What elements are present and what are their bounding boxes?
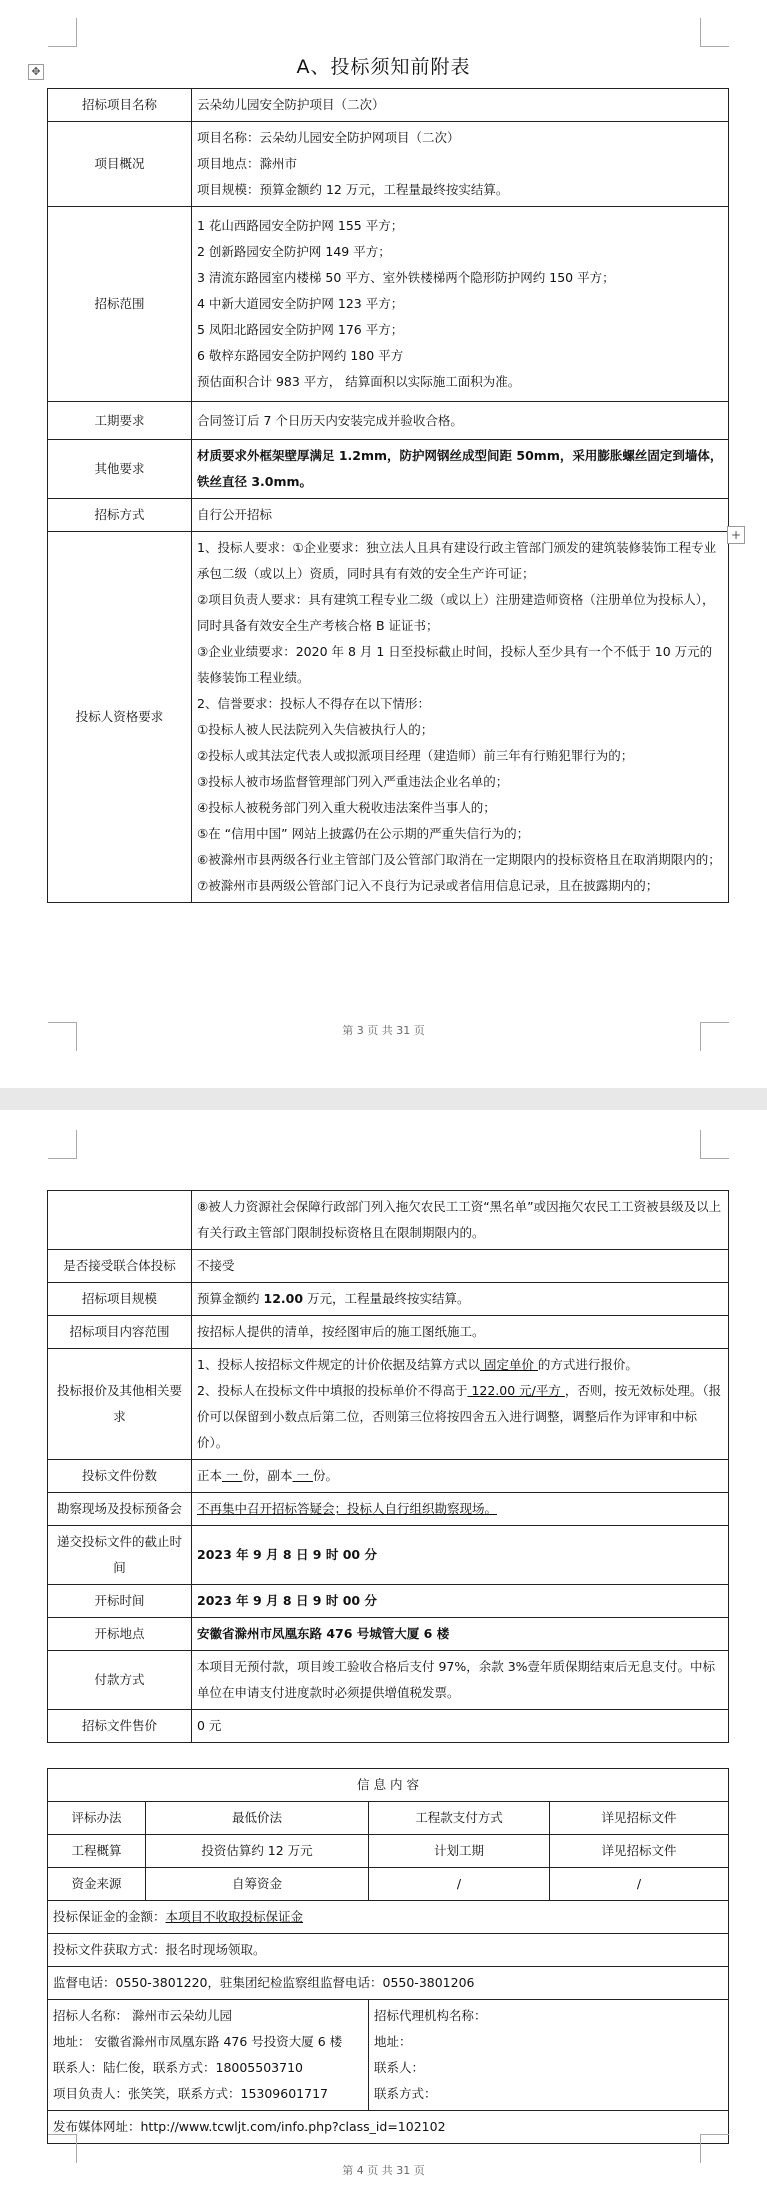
- text-line: ③企业业绩要求：2020 年 8 月 1 日至投标截止时间，投标人至少具有一个不低于 10 万元的装修装饰工程业绩。: [197, 644, 713, 685]
- row-label: 项目概况: [48, 122, 192, 207]
- supervision-phone: 监督电话：0550-3801220，驻集团纪检监察组监督电话：0550-3801206: [48, 1967, 729, 2000]
- table-row: [48, 440, 729, 499]
- info-cell: 评标办法: [48, 1802, 146, 1835]
- row-label: 投标报价及其他相关要求: [48, 1349, 192, 1460]
- text-line: 项目地点：滁州市: [197, 156, 298, 171]
- text-line: ④投标人被税务部门列入重大税收违法案件当事人的；: [197, 800, 496, 815]
- text-span: 2、投标人在投标文件中填报的投标单价不得高于: [197, 1383, 468, 1398]
- agency-info: [369, 2000, 729, 2111]
- table-row: [48, 1460, 729, 1493]
- doc-get-info: 投标文件获取方式：报名时现场领取。: [48, 1934, 729, 1967]
- document-page-4: [0, 1110, 767, 2189]
- text-span: 的方式进行报价。: [537, 1357, 638, 1372]
- underlined-value: 本项目不收取投标保证金: [165, 1909, 304, 1924]
- row-value: 0 元: [192, 1710, 729, 1743]
- table-row: [48, 1835, 729, 1868]
- table-row: [48, 1585, 729, 1618]
- document-page-3: [0, 0, 767, 1088]
- text-line: ③投标人被市场监督管理部门列入严重违法企业名单的；: [197, 774, 509, 789]
- row-value: 2023 年 9 月 8 日 9 时 00 分: [192, 1585, 729, 1618]
- table-row: [48, 1901, 729, 1934]
- text-line: ②项目负责人要求：具有建筑工程专业二级（或以上）注册建造师资格（注册单位为投标人），同时具备有效安全生产考核合格 B 证证书；: [197, 592, 715, 633]
- text-span: 预算金额约: [197, 1291, 260, 1306]
- text-line: 1、投标人要求：①企业要求：独立法人且具有建设行政主管部门颁发的建筑装修装饰工程专业承包二级（或以上）资质，同时具有有效的安全生产许可证；: [197, 540, 717, 581]
- table-row: [48, 532, 729, 903]
- row-label: 开标时间: [48, 1585, 192, 1618]
- page-title: A、投标须知前附表: [296, 56, 471, 78]
- tenderer-info: [48, 2000, 369, 2111]
- crop-mark: [48, 1130, 77, 1159]
- crop-mark: [700, 1130, 729, 1159]
- underlined-value: 一: [222, 1468, 243, 1483]
- row-label: 招标项目名称: [48, 89, 192, 122]
- info-cell: /: [550, 1868, 729, 1901]
- row-value: [192, 532, 729, 903]
- text-line: 1 花山西路园安全防护网 155 平方；: [197, 218, 404, 233]
- row-label: 工期要求: [48, 402, 192, 440]
- text-line: [197, 1352, 723, 1378]
- info-header: 信 息 内 容: [48, 1769, 729, 1802]
- table-row: [48, 1250, 729, 1283]
- info-cell: 投资估算约 12 万元: [146, 1835, 369, 1868]
- row-label: 是否接受联合体投标: [48, 1250, 192, 1283]
- text-span: 正本: [197, 1468, 223, 1483]
- row-label: 投标文件份数: [48, 1460, 192, 1493]
- table-row: [48, 1802, 729, 1835]
- row-label: 开标地点: [48, 1618, 192, 1651]
- text-line: 5 凤阳北路园安全防护网 176 平方；: [197, 322, 404, 337]
- info-cell: 最低价法: [146, 1802, 369, 1835]
- table-row: [48, 1349, 729, 1460]
- row-label: 递交投标文件的截止时间: [48, 1526, 192, 1585]
- table-row: [48, 1191, 729, 1250]
- text-line: ②投标人或其法定代表人或拟派项目经理（建造师）前三年有行贿犯罪行为的；: [197, 748, 634, 763]
- row-value: [192, 207, 729, 402]
- text-line: [197, 1378, 723, 1456]
- table-row: [48, 499, 729, 532]
- text-line: 地址： 安徽省滁州市凤凰东路 476 号投资大厦 6 楼: [53, 2034, 343, 2049]
- table-row: [48, 2000, 729, 2111]
- row-label: 勘察现场及投标预备会: [48, 1493, 192, 1526]
- text-line: 招标代理机构名称：: [374, 2008, 487, 2023]
- row-label: 招标范围: [48, 207, 192, 402]
- table-row: [48, 1316, 729, 1349]
- underlined-value: 122.00 元/平方: [467, 1383, 565, 1398]
- row-value: 2023 年 9 月 8 日 9 时 00 分: [192, 1526, 729, 1585]
- text-line: 4 中新大道园安全防护网 123 平方；: [197, 296, 404, 311]
- text-span: 份。: [312, 1468, 338, 1483]
- amount-value: 12.00: [263, 1291, 304, 1306]
- row-value: ⑧被人力资源社会保障行政部门列入拖欠农民工工资“黑名单”或因拖欠农民工工资被县级及以上有关行政主管部门限制投标资格且在限制期限内的。: [192, 1191, 729, 1250]
- table-row: [48, 1493, 729, 1526]
- text-line: 2、信誉要求：投标人不得存在以下情形：: [197, 696, 430, 711]
- row-label: 付款方式: [48, 1651, 192, 1710]
- text-line: 联系人：: [374, 2060, 425, 2075]
- info-cell: /: [369, 1868, 550, 1901]
- row-value: 不再集中召开招标答疑会；投标人自行组织勘察现场。: [192, 1493, 729, 1526]
- info-cell: 计划工期: [369, 1835, 550, 1868]
- table-row: [48, 1283, 729, 1316]
- bond-info: [48, 1901, 729, 1934]
- info-cell: 工程款支付方式: [369, 1802, 550, 1835]
- table-row: [48, 1651, 729, 1710]
- underlined-value: 固定单价: [479, 1357, 538, 1372]
- row-value: [192, 1283, 729, 1316]
- table-row: [48, 1710, 729, 1743]
- row-value: 按招标人提供的清单，按经图审后的施工图纸施工。: [192, 1316, 729, 1349]
- text-line: 招标人名称： 滁州市云朵幼儿园: [53, 2008, 232, 2023]
- row-value: [192, 1349, 729, 1460]
- text-line: ⑦被滁州市县两级公管部门记入不良行为记录或者信用信息记录，且在披露期内的；: [197, 878, 659, 893]
- crop-mark: [48, 2134, 77, 2163]
- text-line: 项目负责人：张笑笑，联系方式：15309601717: [53, 2086, 328, 2101]
- add-column-icon[interactable]: +: [727, 526, 745, 544]
- info-cell: 详见招标文件: [550, 1802, 729, 1835]
- info-cell: 资金来源: [48, 1868, 146, 1901]
- row-value: 材质要求外框架壁厚满足 1.2mm，防护网钢丝成型间距 50mm，采用膨胀螺丝固定到墙体，铁丝直径 3.0mm。: [192, 440, 729, 499]
- table-row: [48, 1769, 729, 1802]
- row-value: [192, 1460, 729, 1493]
- table-row: [48, 1967, 729, 2000]
- row-label: 招标文件售价: [48, 1710, 192, 1743]
- table-row: [48, 1934, 729, 1967]
- text-line: 项目名称：云朵幼儿园安全防护网项目（二次）: [197, 130, 460, 145]
- text-line: ⑥被滁州市县两级各行业主管部门及公管部门取消在一定期限内的投标资格且在取消期限内的；: [197, 852, 721, 867]
- text-line: 2 创新路园安全防护网 149 平方；: [197, 244, 391, 259]
- table-row: [48, 89, 729, 122]
- row-label: 招标方式: [48, 499, 192, 532]
- text-line: ①投标人被人民法院列入失信被执行人的；: [197, 722, 434, 737]
- info-table: [47, 1768, 729, 2144]
- text-span: 投标保证金的金额：: [53, 1909, 166, 1924]
- text-line: 地址：: [374, 2034, 412, 2049]
- table-row: [48, 122, 729, 207]
- text-span: 份，副本: [242, 1468, 293, 1483]
- tender-table-part2: [47, 1190, 729, 1743]
- text-line: 预估面积合计 983 平方， 结算面积以实际施工面积为准。: [197, 374, 521, 389]
- crop-mark: [48, 18, 77, 47]
- text-line: ⑤在 “信用中国” 网站上披露仍在公示期的严重失信行为的；: [197, 826, 530, 841]
- row-value: 自行公开招标: [192, 499, 729, 532]
- text-line: 联系人：陆仁俊，联系方式：18005503710: [53, 2060, 303, 2075]
- media-url: 发布媒体网址：http://www.tcwljt.com/info.php?class_id=102102: [48, 2111, 729, 2144]
- crop-mark: [700, 18, 729, 47]
- text-span: ，否则，按无效标处理。（报价可以保留到小数点后第二位，否则第三位将按四舍五入进行调整，调整后作为评审和中标价）。: [197, 1383, 722, 1450]
- page-number: 第 3 页 共 31 页: [342, 1024, 425, 1037]
- row-label: 招标项目规模: [48, 1283, 192, 1316]
- row-label: [48, 1191, 192, 1250]
- underlined-value: 一: [292, 1468, 313, 1483]
- text-line: 6 敬梓东路园安全防护网约 180 平方: [197, 348, 404, 363]
- row-value: 安徽省滁州市凤凰东路 476 号城管大厦 6 楼: [192, 1618, 729, 1651]
- row-value: 本项目无预付款，项目竣工验收合格后支付 97%，余款 3%壹年质保期结束后无息支付。中标单位在申请支付进度款时必须提供增值税发票。: [192, 1651, 729, 1710]
- table-row: [48, 2111, 729, 2144]
- table-row: [48, 1526, 729, 1585]
- text-line: 项目规模：预算金额约 12 万元，工程量最终按实结算。: [197, 182, 509, 197]
- table-move-handle-icon[interactable]: ✥: [28, 64, 44, 80]
- page-number: 第 4 页 共 31 页: [342, 2164, 425, 2177]
- row-value: [192, 122, 729, 207]
- table-row: [48, 402, 729, 440]
- table-row: [48, 1618, 729, 1651]
- tender-table-part1: [47, 88, 729, 903]
- row-label: 招标项目内容范围: [48, 1316, 192, 1349]
- text-line: 联系方式：: [374, 2086, 437, 2101]
- row-value: 合同签订后 7 个日历天内安装完成并验收合格。: [192, 402, 729, 440]
- text-line: 3 清流东路园室内楼梯 50 平方、室外铁楼梯两个隐形防护网约 150 平方；: [197, 270, 615, 285]
- text-span: 1、投标人按招标文件规定的计价依据及结算方式以: [197, 1357, 480, 1372]
- row-label: 其他要求: [48, 440, 192, 499]
- row-value: 云朵幼儿园安全防护项目（二次）: [192, 89, 729, 122]
- text-span: 万元，工程量最终按实结算。: [307, 1291, 470, 1306]
- info-cell: 详见招标文件: [550, 1835, 729, 1868]
- crop-mark: [700, 2134, 729, 2163]
- row-value: 不接受: [192, 1250, 729, 1283]
- row-label: 投标人资格要求: [48, 532, 192, 903]
- table-row: [48, 207, 729, 402]
- info-cell: 自筹资金: [146, 1868, 369, 1901]
- table-row: [48, 1868, 729, 1901]
- info-cell: 工程概算: [48, 1835, 146, 1868]
